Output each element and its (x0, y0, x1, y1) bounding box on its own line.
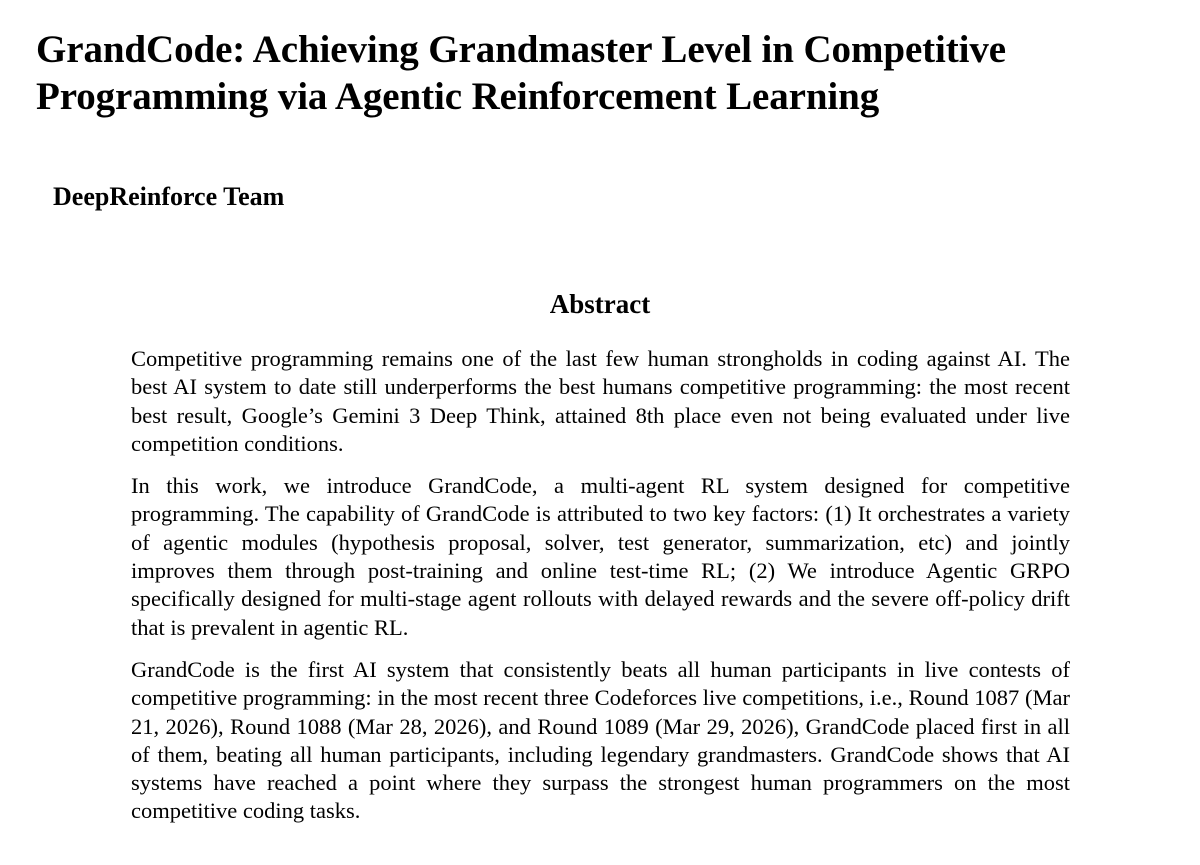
paper-title: GrandCode: Achieving Grandmaster Level in Competitive Programming via Agentic Reinforcement Learning (36, 28, 1007, 118)
abstract-body (131, 345, 1070, 840)
abstract-paragraph-1: Competitive programming remains one of the last few human strongholds in coding against AI. The best AI system to date still underperforms the best humans competitive programming: the most recent best result, Google’s Gemini 3 Deep Think, attained 8th place even not being evaluated under live competition conditions. (131, 346, 1070, 456)
author-name: DeepReinforce Team (53, 182, 285, 211)
abstract-paragraph-2: In this work, we introduce GrandCode, a multi-agent RL system designed for competitive programming. The capability of GrandCode is attributed to two key factors: (1) It orchestrates a variety of agentic modules (hypothesis proposal, solver, test generator, summarization, etc) and jointly improves them through post-training and online test-time RL; (2) We introduce Agentic GRPO specifically designed for multi-stage agent rollouts with delayed rewards and the severe off-policy drift that is prevalent in agentic RL. (131, 473, 1070, 640)
abstract-paragraph-3: GrandCode is the first AI system that consistently beats all human participants in live contests of competitive programming: in the most recent three Codeforces live competitions, i.e., Round 1087 (Mar 21, 2026), Round 1088 (Mar 28, 2026), and Round 1089 (Mar 29, 2026), GrandCode placed first in all of them, beating all human participants, including legendary grandmasters. GrandCode shows that AI systems have reached a point where they surpass the strongest human programmers on the most competitive coding tasks. (131, 656, 1070, 824)
abstract-heading: Abstract (549, 289, 651, 319)
